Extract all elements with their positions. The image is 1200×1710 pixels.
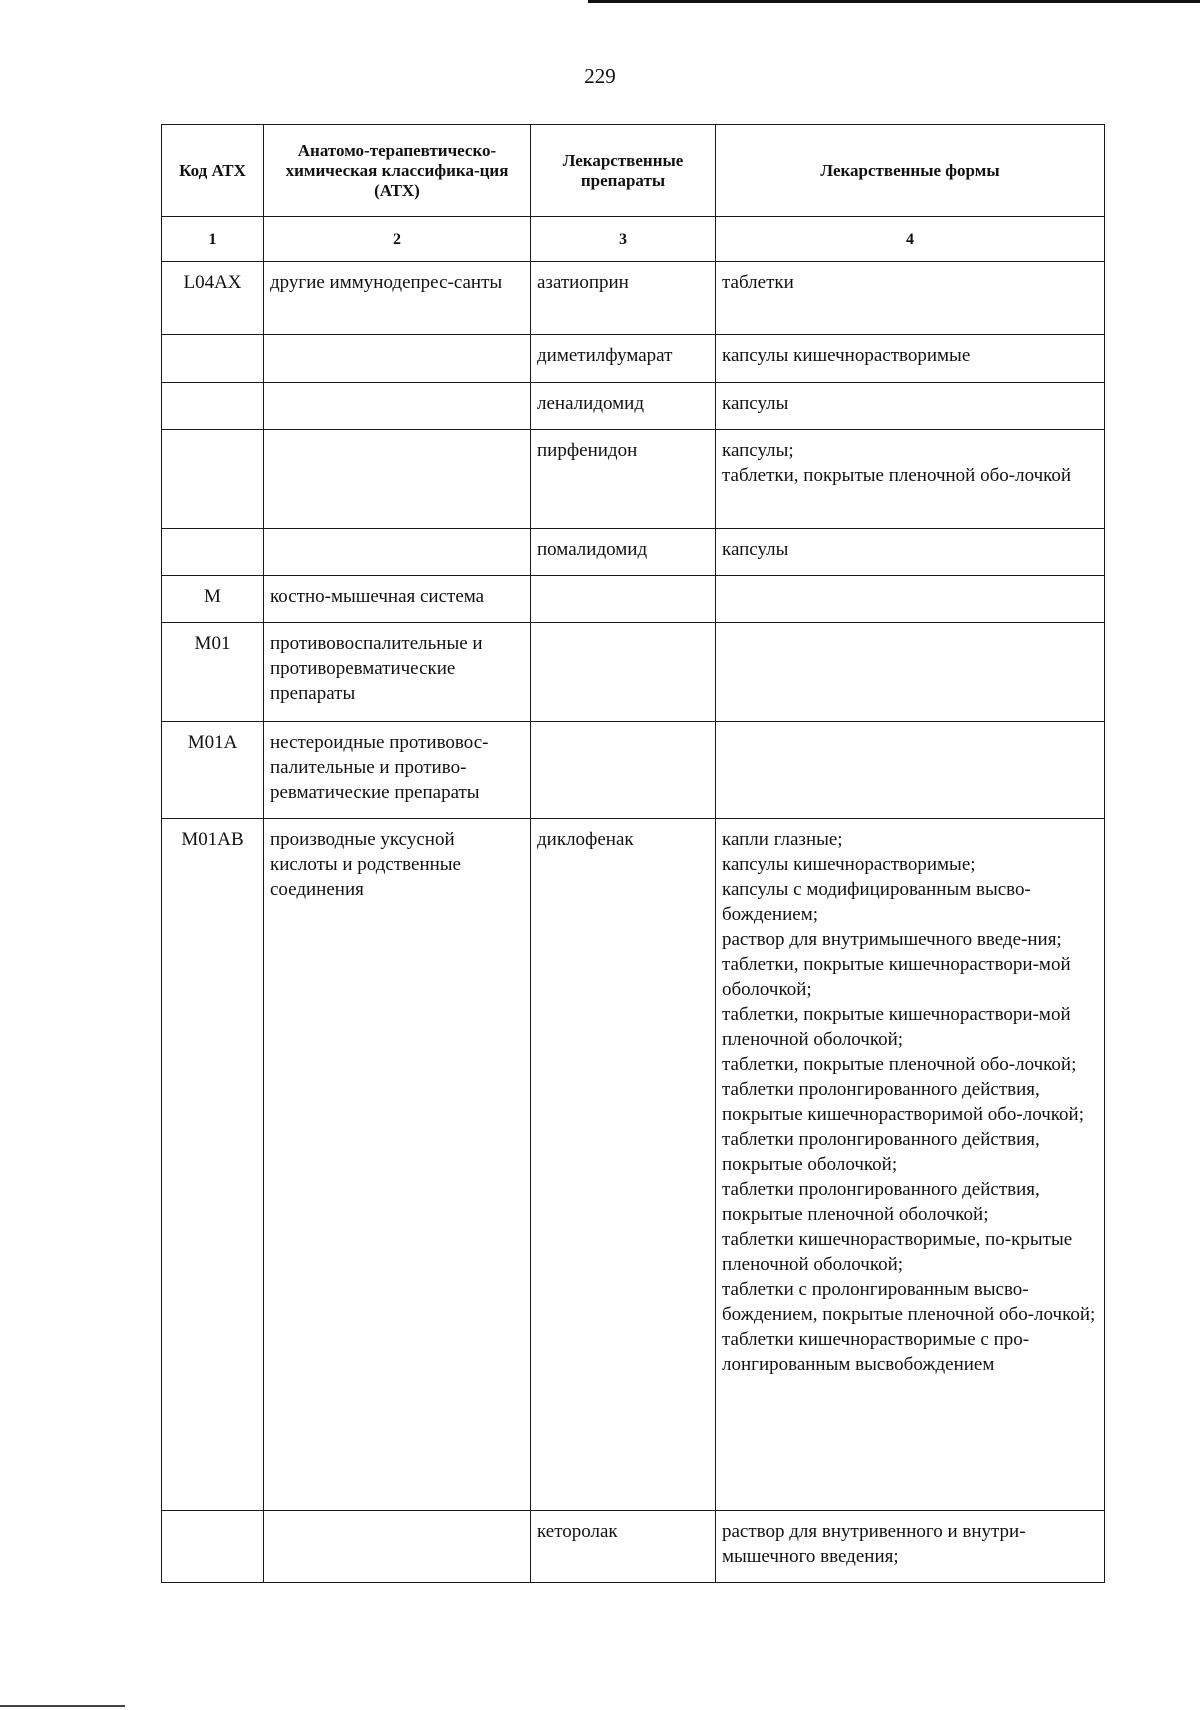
dosage-form-line: раствор для внутривенного и внутри-мышечного введения; (722, 1521, 1026, 1567)
column-number: 2 (264, 217, 531, 262)
table-row (162, 262, 1105, 335)
table-header-row (162, 125, 1105, 217)
dosage-forms-cell (716, 335, 1105, 383)
dosage-form-line: капсулы кишечнорастворимые; (722, 854, 976, 875)
dosage-forms-cell (716, 383, 1105, 430)
table-row (162, 1511, 1105, 1583)
classification-cell: противовоспалительные и противоревматические препараты (264, 623, 531, 722)
dosage-forms-cell (716, 1511, 1105, 1583)
classification-cell: нестероидные противовос-палительные и противо-ревматические препараты (264, 722, 531, 819)
dosage-form-line: таблетки, покрытые кишечнораствори-мой пленочной оболочкой; (722, 1004, 1071, 1050)
dosage-form-line: таблетки кишечнорастворимые, по-крытые пленочной оболочкой; (722, 1229, 1073, 1275)
dosage-form-line: таблетки кишечнорастворимые с про-лонгированным высвобождением (722, 1329, 1030, 1375)
dosage-form-line: раствор для внутримышечного введе-ния; (722, 929, 1062, 950)
atx-table (161, 124, 1105, 1583)
drug-cell: пирфенидон (531, 430, 716, 529)
dosage-form-line: таблетки пролонгированного действия, покрытые оболочкой; (722, 1129, 1040, 1175)
classification-cell (264, 430, 531, 529)
table-row (162, 576, 1105, 623)
classification-cell (264, 529, 531, 576)
classification-cell: производные уксусной кислоты и родственные соединения (264, 819, 531, 1511)
dosage-form-line: таблетки, покрытые пленочной обо-лочкой; (722, 1054, 1077, 1075)
table-row (162, 335, 1105, 383)
table-row (162, 722, 1105, 819)
header-atx-classification: Анатомо-терапевтическо-химическая классифика-ция (АТХ) (264, 125, 531, 217)
atx-code-cell (162, 430, 264, 529)
dosage-form-line: таблетки (722, 272, 794, 293)
drug-cell: помалидомид (531, 529, 716, 576)
atx-code-cell: M01 (162, 623, 264, 722)
drug-cell: азатиоприн (531, 262, 716, 335)
dosage-forms-cell (716, 529, 1105, 576)
dosage-form-line: капсулы (722, 393, 789, 414)
header-dosage-forms: Лекарственные формы (716, 125, 1105, 217)
column-number: 3 (531, 217, 716, 262)
table-row (162, 529, 1105, 576)
classification-cell: другие иммунодепрес-санты (264, 262, 531, 335)
dosage-forms-cell (716, 430, 1105, 529)
dosage-form-line: таблетки, покрытые кишечнораствори-мой оболочкой; (722, 954, 1071, 1000)
atx-code-cell (162, 1511, 264, 1583)
table-row (162, 383, 1105, 430)
atx-code-cell (162, 383, 264, 430)
classification-cell (264, 1511, 531, 1583)
dosage-form-line: капсулы кишечнорастворимые (722, 345, 971, 366)
table-row (162, 623, 1105, 722)
dosage-forms-cell (716, 819, 1105, 1511)
atx-code-cell (162, 529, 264, 576)
drug-cell (531, 576, 716, 623)
dosage-form-line: таблетки с пролонгированным высво-бождением, покрытые пленочной обо-лочкой; (722, 1279, 1096, 1325)
dosage-forms-cell (716, 722, 1105, 819)
drug-cell (531, 623, 716, 722)
atx-code-cell (162, 335, 264, 383)
dosage-form-line: таблетки пролонгированного действия, покрытые пленочной оболочкой; (722, 1179, 1040, 1225)
atx-code-cell: M01AB (162, 819, 264, 1511)
atx-code-cell: M (162, 576, 264, 623)
page-number: 229 (584, 64, 616, 88)
bottom-edge-rule (0, 1705, 125, 1707)
dosage-form-line: таблетки, покрытые пленочной обо-лочкой (722, 465, 1072, 486)
column-number: 1 (162, 217, 264, 262)
table-row (162, 819, 1105, 1511)
column-number-row (162, 217, 1105, 262)
dosage-form-line: капли глазные; (722, 829, 843, 850)
dosage-forms-cell (716, 623, 1105, 722)
drug-cell (531, 722, 716, 819)
classification-cell (264, 335, 531, 383)
dosage-form-line: капсулы; (722, 440, 794, 461)
top-edge-rule (588, 0, 1200, 3)
atx-code-cell: L04AX (162, 262, 264, 335)
dosage-form-line: капсулы (722, 539, 789, 560)
drug-cell: диклофенак (531, 819, 716, 1511)
dosage-form-line: таблетки пролонгированного действия, покрытые кишечнорастворимой обо-лочкой; (722, 1079, 1085, 1125)
table-row (162, 430, 1105, 529)
dosage-forms-cell (716, 262, 1105, 335)
classification-cell: костно-мышечная система (264, 576, 531, 623)
header-atx-code: Код АТХ (162, 125, 264, 217)
dosage-form-line: капсулы с модифицированным высво-бождением; (722, 879, 1031, 925)
drug-cell: диметилфумарат (531, 335, 716, 383)
drug-cell: кеторолак (531, 1511, 716, 1583)
header-drugs: Лекарственные препараты (531, 125, 716, 217)
drug-cell: леналидомид (531, 383, 716, 430)
dosage-forms-cell (716, 576, 1105, 623)
column-number: 4 (716, 217, 1105, 262)
atx-code-cell: M01A (162, 722, 264, 819)
classification-cell (264, 383, 531, 430)
